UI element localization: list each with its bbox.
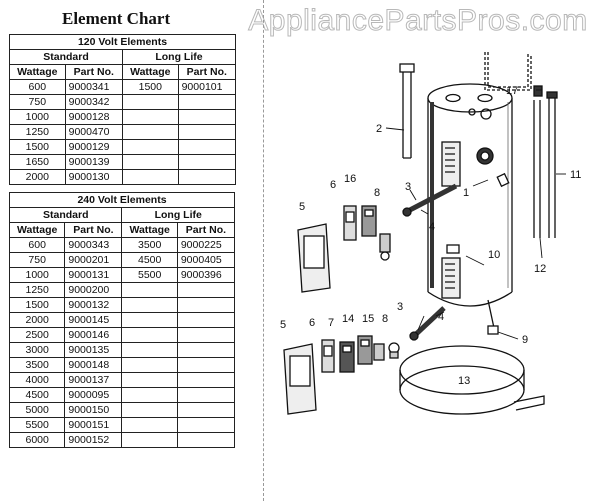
wattage-cell: 1250 bbox=[10, 283, 65, 298]
longlife-partno-cell bbox=[178, 110, 235, 125]
table-row bbox=[10, 418, 235, 433]
partno-cell: 9000135 bbox=[65, 343, 122, 358]
callout-6-lower: 6 bbox=[309, 317, 316, 329]
callout-17: 17 bbox=[506, 85, 519, 97]
wattage-cell: 1000 bbox=[10, 268, 65, 283]
header-standard-240: Standard bbox=[10, 208, 122, 223]
wattage-cell: 4500 bbox=[10, 388, 65, 403]
table-row bbox=[10, 238, 235, 253]
partno-cell: 9000343 bbox=[65, 238, 122, 253]
partno-cell: 9000139 bbox=[65, 155, 122, 170]
lower-access-cover bbox=[284, 344, 316, 414]
table-row bbox=[10, 170, 236, 185]
wattage-cell: 750 bbox=[10, 253, 65, 268]
element-chart-panel bbox=[0, 0, 262, 501]
callout-3-upper: 3 bbox=[405, 181, 412, 193]
col-partno: Part No. bbox=[177, 223, 234, 238]
longlife-partno-cell bbox=[177, 313, 234, 328]
callout-3-lower: 3 bbox=[397, 301, 404, 313]
section-title-240: 240 Volt Elements bbox=[10, 193, 235, 208]
table-120-volt bbox=[9, 34, 236, 185]
wattage-cell: 2000 bbox=[10, 313, 65, 328]
longlife-partno-cell bbox=[177, 283, 234, 298]
table-row bbox=[10, 268, 235, 283]
lower-thermostat-7 bbox=[340, 342, 354, 372]
lower-thermostat-assembly bbox=[442, 245, 460, 298]
longlife-wattage-cell bbox=[122, 343, 177, 358]
wattage-cell: 1250 bbox=[10, 125, 66, 140]
longlife-wattage-cell bbox=[122, 313, 177, 328]
table-240-volt bbox=[9, 192, 235, 448]
table-row bbox=[10, 403, 235, 418]
lower-bracket-15 bbox=[374, 344, 384, 360]
header-longlife-240: Long Life bbox=[122, 208, 235, 223]
wattage-cell: 750 bbox=[10, 95, 66, 110]
callout-4-lower: 4 bbox=[438, 311, 445, 323]
longlife-partno-cell bbox=[177, 433, 234, 448]
table-row bbox=[10, 253, 235, 268]
partno-cell: 9000145 bbox=[65, 313, 122, 328]
col-partno: Part No. bbox=[178, 65, 235, 80]
header-longlife-120: Long Life bbox=[122, 50, 235, 65]
table-row bbox=[10, 343, 235, 358]
partno-cell: 9000137 bbox=[65, 373, 122, 388]
partno-cell: 9000201 bbox=[65, 253, 122, 268]
col-wattage: Wattage bbox=[10, 223, 65, 238]
longlife-partno-cell: 9000396 bbox=[177, 268, 234, 283]
header-standard-120: Standard bbox=[10, 50, 123, 65]
wattage-cell: 1000 bbox=[10, 110, 66, 125]
col-wattage: Wattage bbox=[122, 65, 178, 80]
upper-thermostat-16 bbox=[362, 206, 376, 236]
col-wattage: Wattage bbox=[10, 65, 66, 80]
callout-13: 13 bbox=[458, 375, 471, 387]
longlife-wattage-cell: 1500 bbox=[122, 80, 178, 95]
lower-thermostat-14 bbox=[358, 336, 372, 364]
table-120-body bbox=[10, 80, 236, 185]
dip-tube bbox=[400, 64, 414, 158]
col-partno: Part No. bbox=[65, 65, 122, 80]
partno-cell: 9000152 bbox=[65, 433, 122, 448]
table-row bbox=[10, 433, 235, 448]
wattage-cell: 6000 bbox=[10, 433, 65, 448]
callout-5-lower: 5 bbox=[280, 319, 287, 331]
partno-cell: 9000151 bbox=[65, 418, 122, 433]
partno-cell: 9000342 bbox=[65, 95, 122, 110]
callout-8-upper: 8 bbox=[374, 187, 381, 199]
section-title-120: 120 Volt Elements bbox=[10, 35, 236, 50]
longlife-wattage-cell bbox=[122, 388, 177, 403]
table-row bbox=[10, 140, 236, 155]
longlife-partno-cell bbox=[178, 95, 235, 110]
lower-insulation-6 bbox=[322, 340, 334, 372]
partno-cell: 9000200 bbox=[65, 283, 122, 298]
wattage-cell: 3000 bbox=[10, 343, 65, 358]
longlife-wattage-cell bbox=[122, 328, 177, 343]
longlife-wattage-cell bbox=[122, 110, 178, 125]
wattage-cell: 3500 bbox=[10, 358, 65, 373]
table-row bbox=[10, 388, 235, 403]
table-row bbox=[10, 80, 236, 95]
leader-lines bbox=[386, 90, 566, 339]
col-partno: Part No. bbox=[65, 223, 122, 238]
wattage-cell: 1500 bbox=[10, 298, 65, 313]
table-row bbox=[10, 95, 236, 110]
longlife-partno-cell: 9000225 bbox=[177, 238, 234, 253]
callout-1: 1 bbox=[463, 187, 470, 199]
callout-15: 15 bbox=[362, 313, 375, 325]
longlife-wattage-cell: 3500 bbox=[122, 238, 177, 253]
upper-insulation-6 bbox=[344, 206, 356, 240]
table-row bbox=[10, 298, 235, 313]
longlife-wattage-cell bbox=[122, 358, 177, 373]
callout-6-upper: 6 bbox=[330, 179, 337, 191]
partno-cell: 9000131 bbox=[65, 268, 122, 283]
longlife-wattage-cell bbox=[122, 403, 177, 418]
wattage-cell: 1500 bbox=[10, 140, 66, 155]
callout-9: 9 bbox=[522, 334, 529, 346]
partno-cell: 9000129 bbox=[65, 140, 122, 155]
longlife-partno-cell bbox=[178, 125, 235, 140]
longlife-wattage-cell: 4500 bbox=[122, 253, 177, 268]
wattage-cell: 2000 bbox=[10, 170, 66, 185]
wattage-cell: 2500 bbox=[10, 328, 65, 343]
watermark: AppliancePartsPros.com bbox=[248, 4, 588, 37]
table-row bbox=[10, 373, 235, 388]
anode-rod-12 bbox=[534, 100, 540, 238]
longlife-wattage-cell bbox=[122, 373, 177, 388]
longlife-wattage-cell bbox=[122, 125, 178, 140]
longlife-partno-cell bbox=[177, 328, 234, 343]
wattage-cell: 600 bbox=[10, 238, 65, 253]
wattage-cell: 4000 bbox=[10, 373, 65, 388]
longlife-partno-cell bbox=[177, 298, 234, 313]
table-240-body bbox=[10, 238, 235, 448]
longlife-partno-cell bbox=[178, 170, 235, 185]
table-row bbox=[10, 110, 236, 125]
partno-cell: 9000095 bbox=[65, 388, 122, 403]
longlife-wattage-cell bbox=[122, 155, 178, 170]
longlife-wattage-cell bbox=[122, 140, 178, 155]
chart-title: Element Chart bbox=[62, 9, 171, 28]
callout-8-lower: 8 bbox=[382, 313, 389, 325]
anode-rod-11 bbox=[547, 92, 557, 238]
longlife-partno-cell bbox=[177, 343, 234, 358]
table-row bbox=[10, 155, 236, 170]
callout-16: 16 bbox=[344, 173, 357, 185]
relief-valve bbox=[497, 174, 508, 186]
wattage-cell: 5000 bbox=[10, 403, 65, 418]
drain-valve bbox=[488, 300, 498, 334]
callout-11: 11 bbox=[570, 169, 582, 181]
partno-cell: 9000341 bbox=[65, 80, 122, 95]
table-row bbox=[10, 313, 235, 328]
longlife-partno-cell bbox=[177, 358, 234, 373]
callout-4-upper: 4 bbox=[429, 221, 436, 233]
partno-cell: 9000150 bbox=[65, 403, 122, 418]
longlife-wattage-cell bbox=[122, 298, 177, 313]
partno-cell: 9000132 bbox=[65, 298, 122, 313]
longlife-wattage-cell bbox=[122, 95, 178, 110]
longlife-partno-cell bbox=[178, 155, 235, 170]
callout-12: 12 bbox=[534, 263, 547, 275]
longlife-partno-cell bbox=[178, 140, 235, 155]
table-row bbox=[10, 125, 236, 140]
upper-bracket-8 bbox=[380, 234, 390, 260]
wattage-cell: 5500 bbox=[10, 418, 65, 433]
upper-access-cover bbox=[298, 224, 330, 292]
partno-cell: 9000130 bbox=[65, 170, 122, 185]
longlife-wattage-cell bbox=[122, 283, 177, 298]
longlife-partno-cell bbox=[177, 388, 234, 403]
table-row bbox=[10, 328, 235, 343]
table-row bbox=[10, 283, 235, 298]
callout-7: 7 bbox=[328, 317, 335, 329]
exploded-diagram bbox=[266, 30, 596, 495]
partno-cell: 9000146 bbox=[65, 328, 122, 343]
lower-bracket-8 bbox=[389, 343, 399, 358]
longlife-partno-cell bbox=[177, 373, 234, 388]
longlife-wattage-cell bbox=[122, 433, 177, 448]
upper-thermostat-assembly bbox=[442, 142, 493, 186]
longlife-wattage-cell bbox=[122, 418, 177, 433]
partno-cell: 9000128 bbox=[65, 110, 122, 125]
callout-14: 14 bbox=[342, 313, 355, 325]
wattage-cell: 600 bbox=[10, 80, 66, 95]
col-wattage: Wattage bbox=[122, 223, 177, 238]
table-row bbox=[10, 358, 235, 373]
longlife-partno-cell bbox=[177, 418, 234, 433]
longlife-partno-cell: 9000101 bbox=[178, 80, 235, 95]
longlife-partno-cell: 9000405 bbox=[177, 253, 234, 268]
partno-cell: 9000148 bbox=[65, 358, 122, 373]
panel-divider bbox=[263, 0, 264, 501]
wattage-cell: 1650 bbox=[10, 155, 66, 170]
partno-cell: 9000470 bbox=[65, 125, 122, 140]
longlife-partno-cell bbox=[177, 403, 234, 418]
longlife-wattage-cell bbox=[122, 170, 178, 185]
drain-pan bbox=[400, 346, 544, 414]
callout-10: 10 bbox=[488, 249, 501, 261]
callout-2: 2 bbox=[376, 123, 383, 135]
callout-5-upper: 5 bbox=[299, 201, 306, 213]
longlife-wattage-cell: 5500 bbox=[122, 268, 177, 283]
